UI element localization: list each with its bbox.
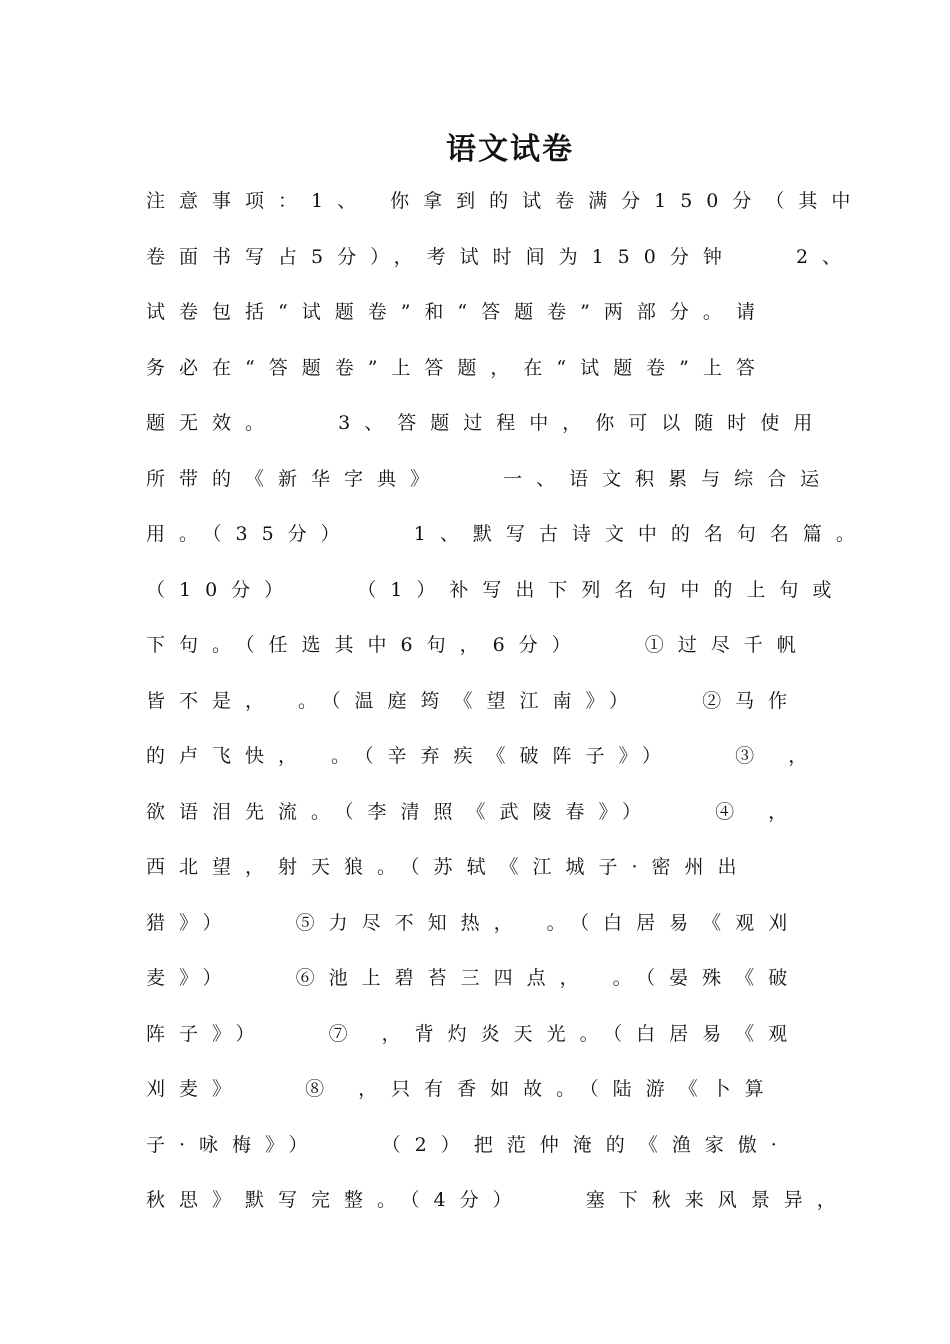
text-line: 猎》） ⑤力尽不知热， 。（白居易《观刈 bbox=[146, 911, 802, 934]
text-line: 下句。（任选其中6句，6分） ①过尽千帆 bbox=[146, 634, 810, 656]
text-line: 西北望，射天狼。（苏轼《江城子·密州出 bbox=[146, 856, 751, 878]
text-line: 刈麦》 ⑧ ，只有香如故。（陆游《卜算 bbox=[146, 1078, 778, 1100]
text-line: 务必在“答题卷”上答题，在“试题卷”上答 bbox=[146, 356, 769, 379]
text-line: （10分） （1）补写出下列名句中的上句或 bbox=[146, 578, 846, 601]
exam-title: 语文试卷 bbox=[446, 132, 574, 167]
text-line: 阵子》） ⑦ ，背灼炎天光。（白居易《观 bbox=[146, 1022, 802, 1045]
exam-body bbox=[146, 181, 869, 1236]
text-line: 试卷包括“试题卷”和“答题卷”两部分。请 bbox=[146, 301, 769, 323]
text-line: 卷面书写占5分），考试时间为150分钟 2、 bbox=[146, 245, 856, 268]
text-line: 题无效。 3、答题过程中，你可以随时使用 bbox=[146, 412, 827, 434]
text-line: 麦》） ⑥池上碧苔三四点， 。（晏殊《破 bbox=[146, 967, 802, 989]
text-line: 皆不是， 。（温庭筠《望江南》） ②马作 bbox=[146, 689, 802, 712]
text-line: 注意事项：1、 你拿到的试卷满分150分（其中 bbox=[146, 190, 865, 212]
text-line: 的卢飞快， 。（辛弃疾《破阵子》） ③ ， bbox=[146, 745, 822, 767]
text-line: 子·咏梅》） （2）把范仲淹的《渔家傲· bbox=[146, 1133, 791, 1156]
text-line: 欲语泪先流。（李清照《武陵春》） ④ ， bbox=[146, 800, 802, 823]
text-line: 所带的《新华字典》 一、语文积累与综合运 bbox=[146, 467, 834, 490]
text-line: 用。（35分） 1、默写古诗文中的名句名篇。 bbox=[146, 523, 869, 545]
text-line: 秋思》默写完整。（4分） 塞下秋来风景异， bbox=[146, 1189, 850, 1211]
